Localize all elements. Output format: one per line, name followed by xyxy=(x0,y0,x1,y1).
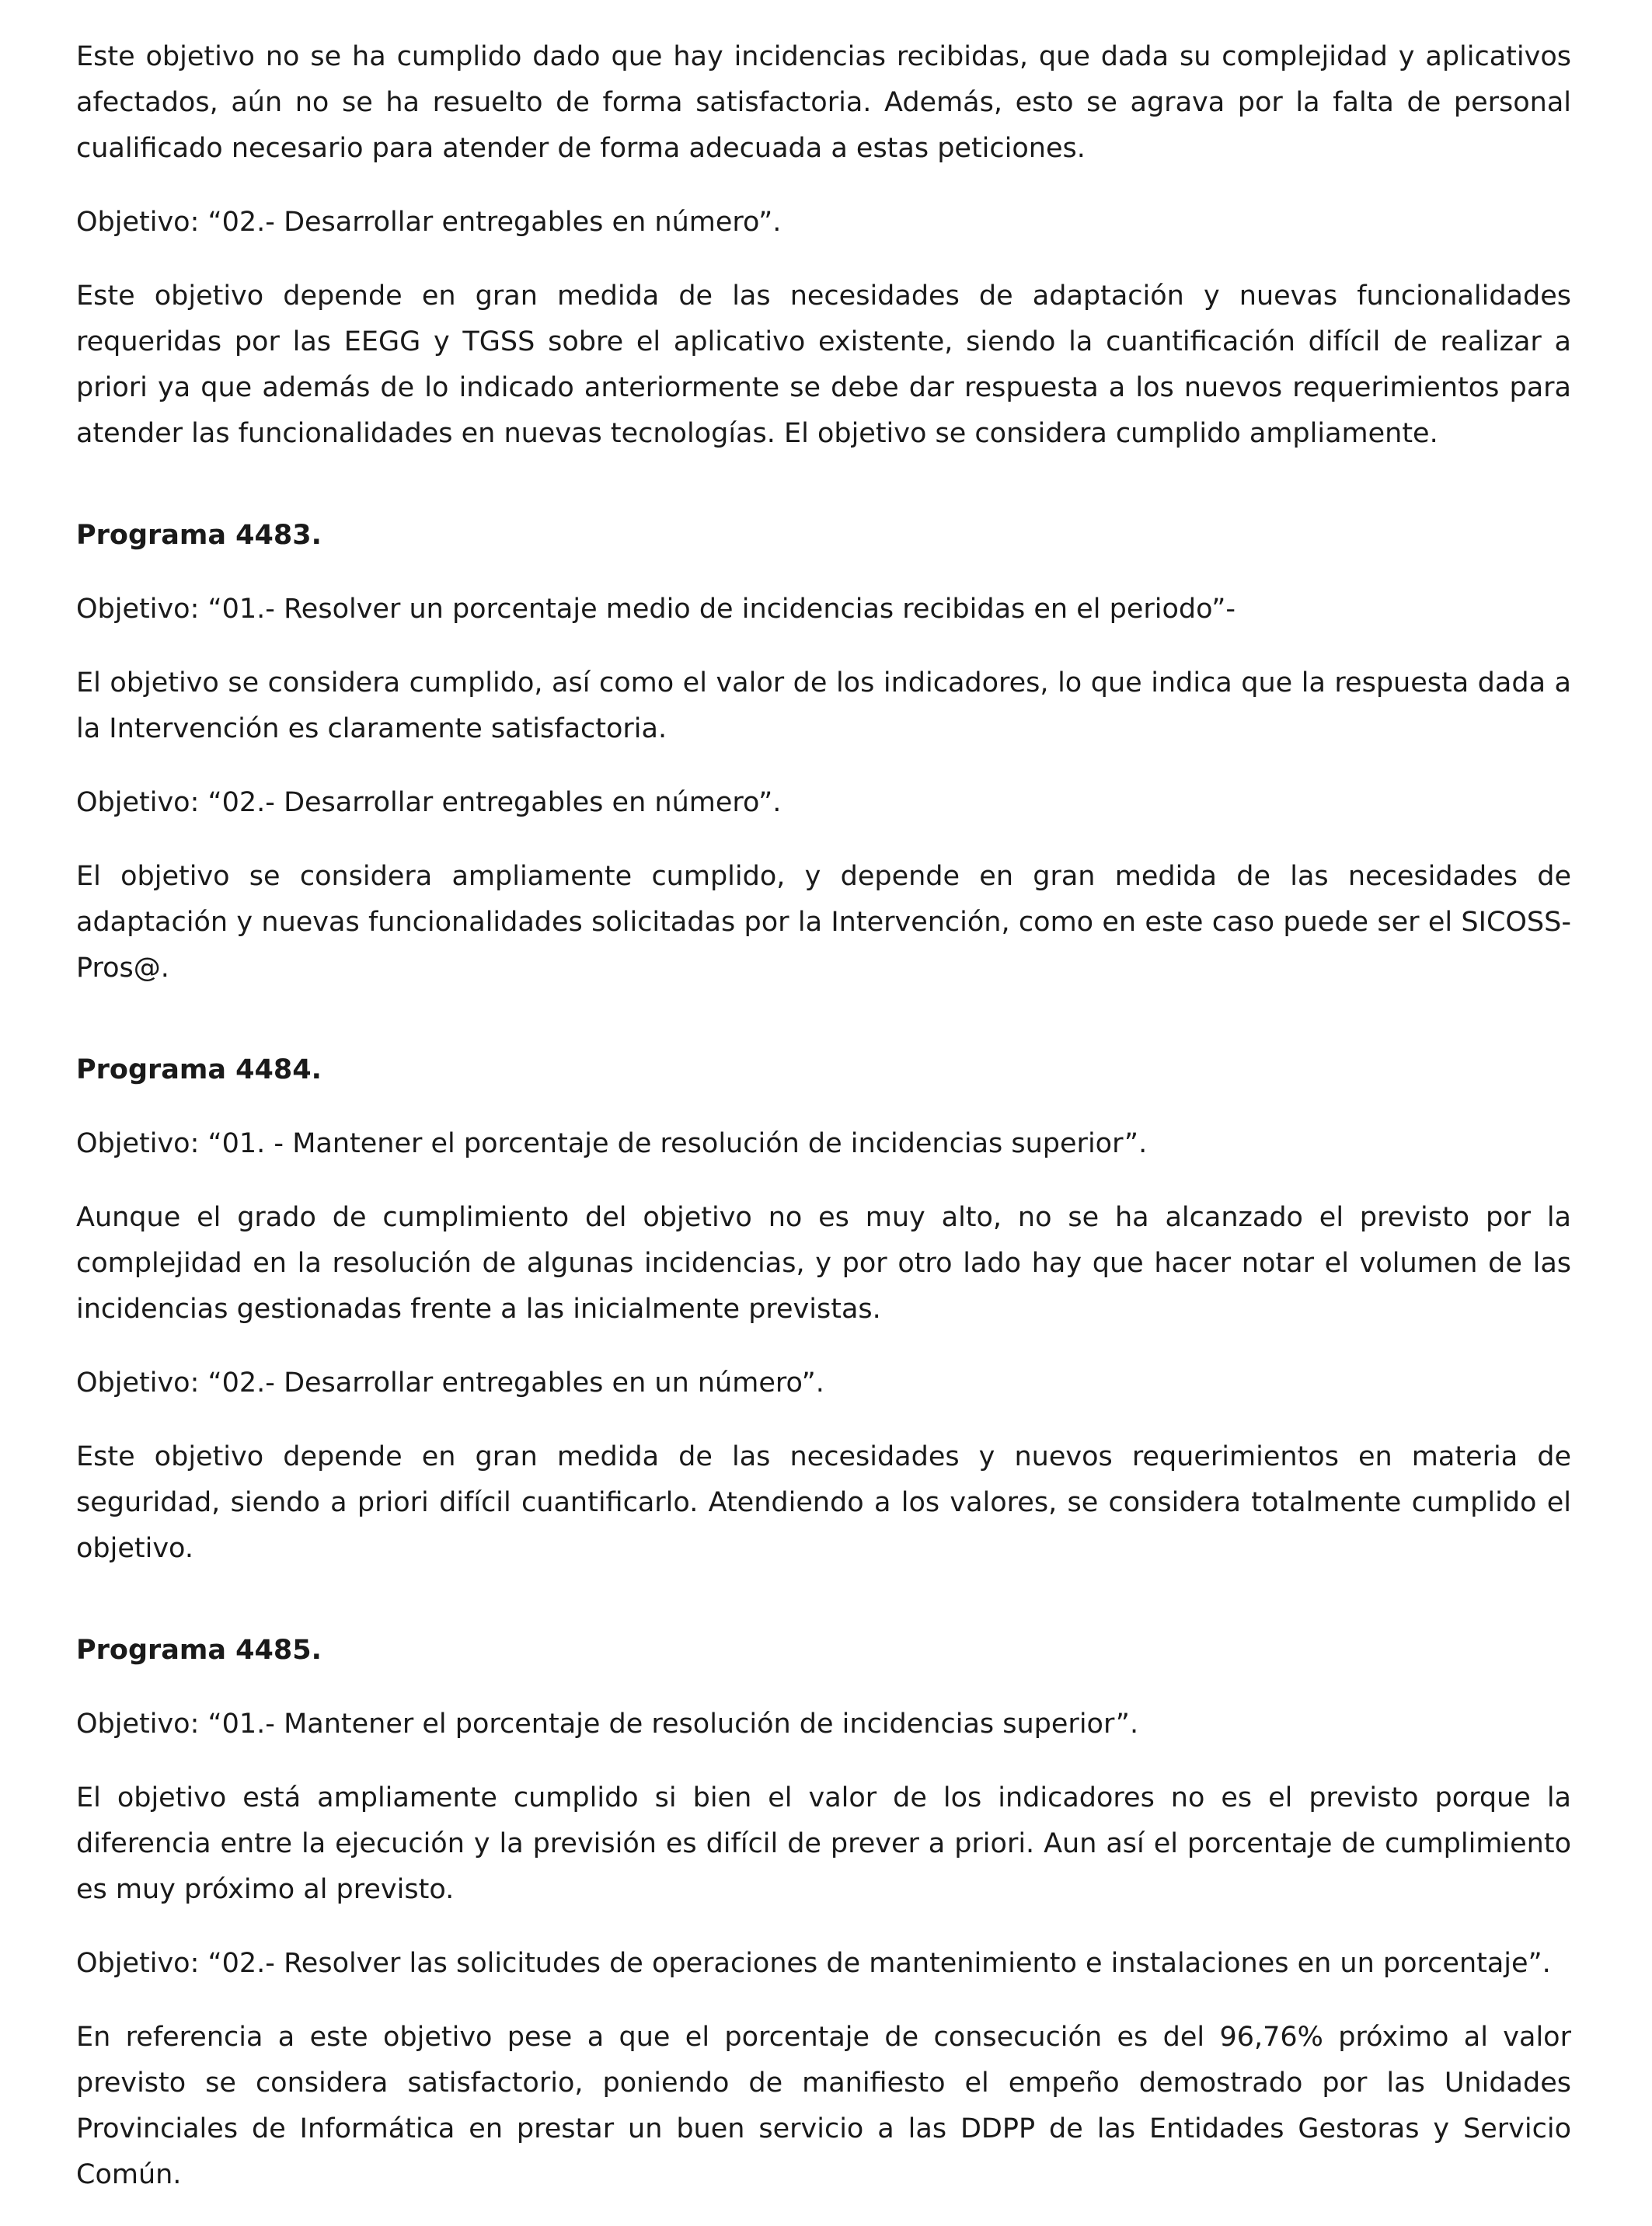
objective-line: Objetivo: “02.- Desarrollar entregables en un número”. xyxy=(76,1367,824,1399)
document-page xyxy=(76,34,1571,2226)
objective-assessment: El objetivo está ampliamente cumplido si bien el valor de los indicadores no es el previsto porque la diferencia entre la ejecución y la previsión es difícil de prever a priori. Aun así el porcentaje de cumplimiento es muy próximo al previsto. xyxy=(76,1782,1571,1905)
objective-assessment: El objetivo se considera cumplido, así como el valor de los indicadores, lo que indica que la respuesta dada a la Intervención es claramente satisfactoria. xyxy=(76,667,1571,744)
program-heading-4484: Programa 4484. xyxy=(76,1054,322,1085)
objective-line: Objetivo: “02.- Resolver las solicitudes de operaciones de mantenimiento e instalaciones en un porcentaje”. xyxy=(76,1948,1551,1979)
intro-paragraph: Este objetivo no se ha cumplido dado que hay incidencias recibidas, que dada su complejidad y aplicativos afectados, aún no se ha resuelto de forma satisfactoria. Además, esto se agrava por la falta de personal cualificado necesario para atender de forma adecuada a estas peticiones. xyxy=(76,41,1571,164)
objective-assessment: En referencia a este objetivo pese a que el porcentaje de consecución es del 96,76% próximo al valor previsto se considera satisfactorio, poniendo de manifiesto el empeño demostrado por las Unidades Provinciales de Informática en prestar un buen servicio a las DDPP de las Entidades Gestoras y Servicio Común. xyxy=(76,2022,1571,2190)
objective-assessment: Este objetivo depende en gran medida de las necesidades de adaptación y nuevas funcionalidades requeridas por las EEGG y TGSS sobre el aplicativo existente, siendo la cuantificación difícil de realizar a priori ya que además de lo indicado anteriormente se debe dar respuesta a los nuevos requerimientos para atender las funcionalidades en nuevas tecnologías. El objetivo se considera cumplido ampliamente. xyxy=(76,280,1571,449)
objective-assessment: Este objetivo depende en gran medida de las necesidades y nuevos requerimientos en materia de seguridad, siendo a priori difícil cuantificarlo. Atendiendo a los valores, se considera totalmente cumplido el objetivo. xyxy=(76,1441,1571,1564)
objective-assessment: El objetivo se considera ampliamente cumplido, y depende en gran medida de las necesidades de adaptación y nuevas funcionalidades solicitadas por la Intervención, como en este caso puede ser el SICOSS-Pros@. xyxy=(76,861,1571,984)
program-heading-4485: Programa 4485. xyxy=(76,1635,322,1666)
section-gap xyxy=(76,1019,1571,1047)
objective-line: Objetivo: “01.- Resolver un porcentaje medio de incidencias recibidas en el periodo”- xyxy=(76,594,1236,625)
objective-line: Objetivo: “01. - Mantener el porcentaje de resolución de incidencias superior”. xyxy=(76,1128,1148,1159)
program-heading-4483: Programa 4483. xyxy=(76,520,322,551)
objective-line: Objetivo: “01.- Mantener el porcentaje de resolución de incidencias superior”. xyxy=(76,1709,1139,1740)
section-gap xyxy=(76,1600,1571,1628)
objective-line: Objetivo: “02.- Desarrollar entregables en número”. xyxy=(76,207,782,238)
section-gap xyxy=(76,485,1571,513)
objective-line: Objetivo: “02.- Desarrollar entregables en número”. xyxy=(76,787,782,818)
objective-assessment: Aunque el grado de cumplimiento del objetivo no es muy alto, no se ha alcanzado el previsto por la complejidad en la resolución de algunas incidencias, y por otro lado hay que hacer notar el volumen de las incidencias gestionadas frente a las inicialmente previstas. xyxy=(76,1202,1571,1325)
